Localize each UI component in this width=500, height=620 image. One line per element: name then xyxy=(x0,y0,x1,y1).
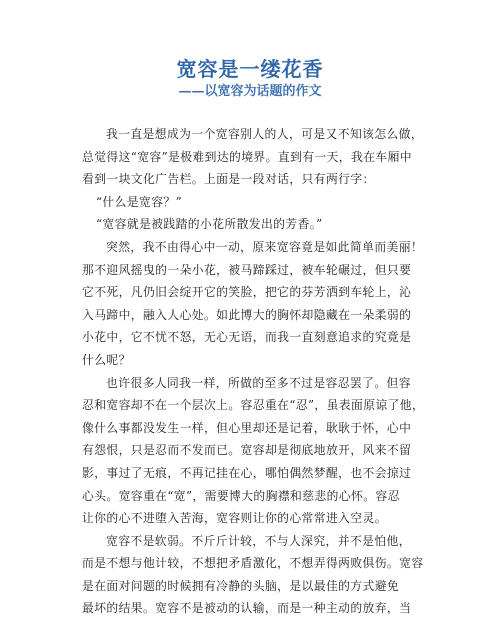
body-line: 也许很多人同我一样，所做的至多不过是容忍罢了。但容 xyxy=(106,375,411,390)
body-line: 宽容不是软弱。不斤斤计较，不与人深究，并不是怕他， xyxy=(106,533,411,548)
body-line: 有怨恨，只是忍而不发而已。宽容却是彻底地放开，风来不留 xyxy=(82,443,412,458)
essay-title: 宽容是一缕花香 xyxy=(176,57,324,81)
body-line: 总觉得这“宽容”是极难到达的境界。直到有一天，我在车厢中 xyxy=(82,149,412,164)
body-line: 是在面对问题的时候拥有冷静的头脑，是以最佳的方式避免 xyxy=(82,578,400,593)
body-line: “宽容就是被践踏的小花所散发出的芳香。” xyxy=(96,217,323,232)
body-line: 看到一块文化广告栏。上面是一段对话，只有两行字： xyxy=(82,172,375,187)
essay-body xyxy=(82,123,425,620)
body-line: 入马蹄中，融入人心处。如此博大的胸怀却隐藏在一朵柔弱的 xyxy=(82,307,412,322)
body-line: 影，事过了无痕，不再记挂在心，哪怕偶然梦醒，也不会掠过 xyxy=(82,465,412,480)
essay-subtitle: ——以宽容为话题的作文 xyxy=(178,84,322,99)
body-line: 最坏的结果。宽容不是被动的认输，而是一种主动的放弃，当 xyxy=(82,601,412,616)
body-line: 忍和宽容却不在一个层次上。容忍重在“忍”，虽表面原谅了他， xyxy=(82,398,425,413)
body-line: 心头。宽容重在“宽”，需要博大的胸襟和慈悲的心怀。容忍 xyxy=(82,488,400,503)
body-line: 那不迎风摇曳的一朵小花，被马蹄踩过，被车轮碾过，但只要 xyxy=(82,262,412,277)
body-line: “什么是宽容？” xyxy=(96,194,183,209)
body-line: 突然，我不由得心中一动，原来宽容竟是如此简单而美丽！ xyxy=(106,239,424,254)
body-line: 它不死，凡仍旧会绽开它的笑脸，把它的芬芳洒到车轮上，沁 xyxy=(82,285,412,300)
body-line: 小花中，它不忧不怒，无心无语，而我一直刻意追求的究竟是 xyxy=(82,330,412,345)
body-line: 而是不想与他计较，不想把矛盾激化，不想弄得两败俱伤。宽容 xyxy=(82,556,424,571)
body-line: 我一直是想成为一个宽容别人的人，可是又不知该怎么做， xyxy=(106,127,424,141)
body-line: 什么呢？ xyxy=(82,352,131,367)
body-line: 让你的心不进堕入苦海，宽容则让你的心常常进入空灵。 xyxy=(82,511,387,526)
body-line: 像什么事都没发生一样，但心里却还是记着，耿耿于怀，心中 xyxy=(82,420,412,435)
